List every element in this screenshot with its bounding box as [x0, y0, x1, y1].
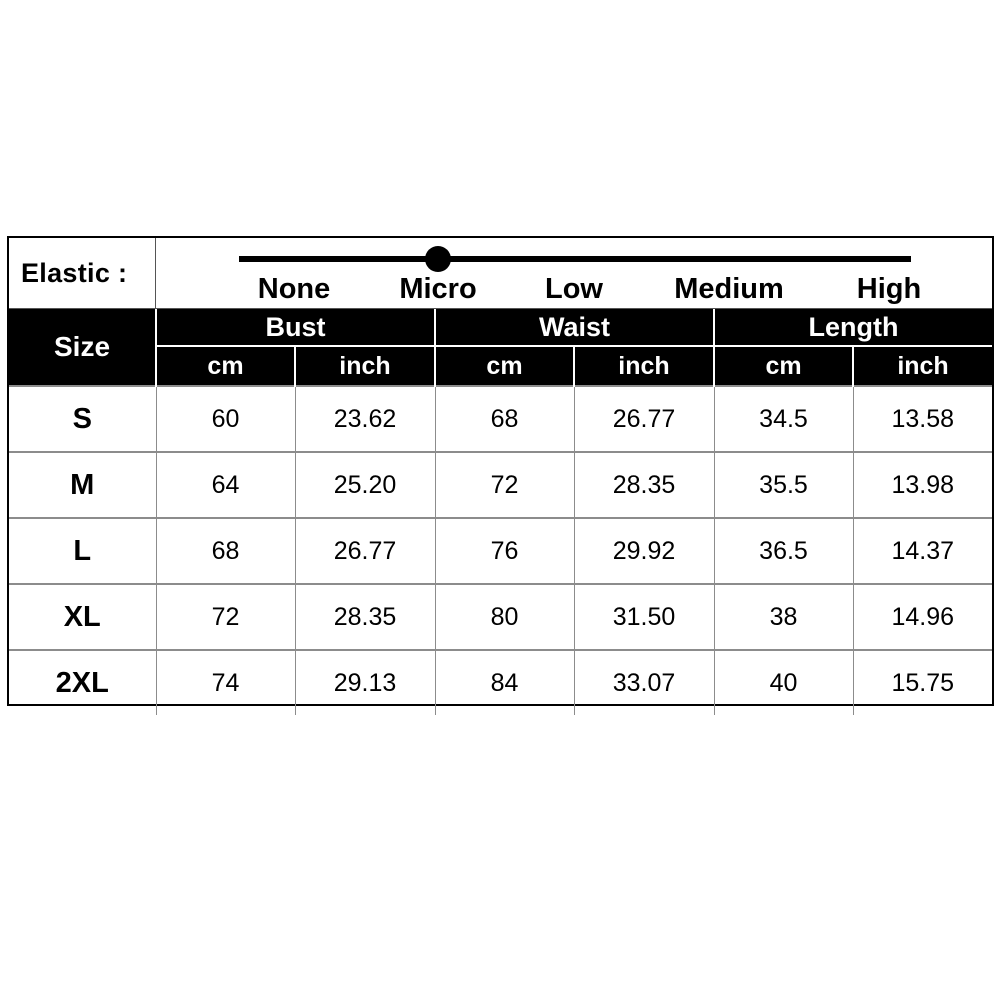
table-row [9, 650, 992, 715]
measurement-cell: 72 [435, 452, 574, 518]
measurement-cell: 64 [156, 452, 295, 518]
elastic-level-medium: Medium [674, 273, 784, 305]
measurement-cell: 40 [714, 650, 853, 715]
measurement-cell: 14.37 [853, 518, 992, 584]
elastic-level-low: Low [545, 273, 603, 305]
size-rows [9, 386, 992, 715]
table-row [9, 386, 992, 452]
unit-header: inch [853, 346, 992, 386]
unit-header: cm [435, 346, 574, 386]
table-row [9, 452, 992, 518]
elastic-scale [156, 238, 992, 308]
unit-header: inch [574, 346, 714, 386]
measurement-cell: 25.20 [295, 452, 435, 518]
measurement-cell: 84 [435, 650, 574, 715]
group-header-row [9, 309, 992, 346]
size-label: S [9, 386, 156, 452]
measurement-cell: 14.96 [853, 584, 992, 650]
measurement-cell: 15.75 [853, 650, 992, 715]
group-header-length: Length [714, 309, 992, 346]
measurement-cell: 26.77 [574, 386, 714, 452]
elastic-scale-line [239, 256, 911, 262]
group-header-bust: Bust [156, 309, 435, 346]
unit-header-row [9, 346, 992, 386]
size-label: L [9, 518, 156, 584]
measurement-cell: 68 [156, 518, 295, 584]
measurement-cell: 34.5 [714, 386, 853, 452]
size-label: 2XL [9, 650, 156, 715]
measurement-cell: 60 [156, 386, 295, 452]
measurement-cell: 38 [714, 584, 853, 650]
measurement-cell: 76 [435, 518, 574, 584]
measurement-cell: 80 [435, 584, 574, 650]
elastic-level-micro: Micro [399, 273, 477, 305]
unit-header: cm [714, 346, 853, 386]
group-header-waist: Waist [435, 309, 714, 346]
measurement-cell: 23.62 [295, 386, 435, 452]
unit-header: inch [295, 346, 435, 386]
measurement-cell: 26.77 [295, 518, 435, 584]
table-row [9, 584, 992, 650]
measurement-cell: 28.35 [295, 584, 435, 650]
measurement-cell: 35.5 [714, 452, 853, 518]
measurement-cell: 28.35 [574, 452, 714, 518]
unit-header: cm [156, 346, 295, 386]
size-label: XL [9, 584, 156, 650]
measurement-cell: 29.13 [295, 650, 435, 715]
measurement-cell: 29.92 [574, 518, 714, 584]
size-chart [7, 236, 994, 706]
table-row [9, 518, 992, 584]
measurement-cell: 36.5 [714, 518, 853, 584]
measurement-cell: 13.98 [853, 452, 992, 518]
elastic-row [9, 238, 992, 309]
size-table [9, 309, 992, 715]
elastic-level-none: None [257, 273, 331, 305]
elastic-level-high: High [856, 273, 922, 305]
measurement-cell: 31.50 [574, 584, 714, 650]
measurement-cell: 13.58 [853, 386, 992, 452]
size-label: M [9, 452, 156, 518]
measurement-cell: 72 [156, 584, 295, 650]
measurement-cell: 74 [156, 650, 295, 715]
elastic-selected-dot [425, 246, 451, 272]
elastic-label: Elastic : [9, 238, 156, 308]
size-header: Size [9, 309, 156, 386]
measurement-cell: 68 [435, 386, 574, 452]
measurement-cell: 33.07 [574, 650, 714, 715]
